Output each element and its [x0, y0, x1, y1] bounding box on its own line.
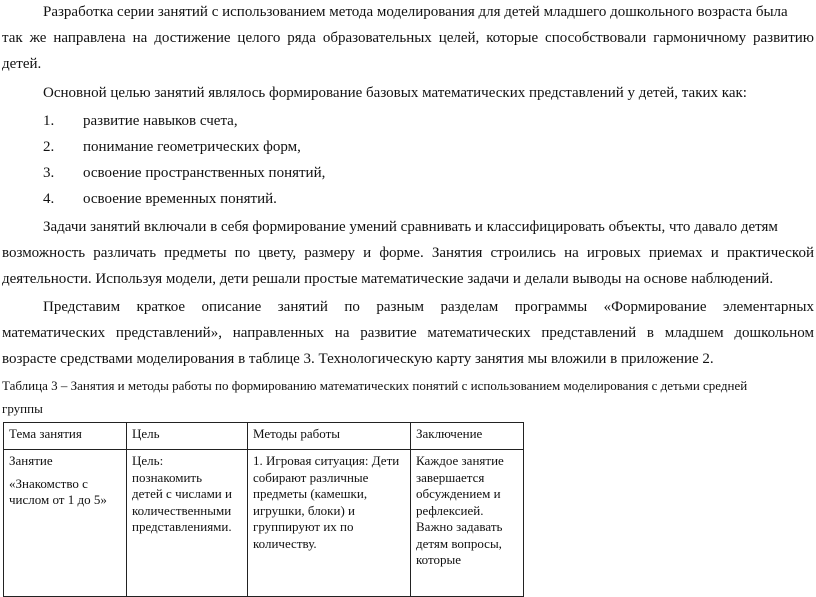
header-methods: Методы работы [248, 423, 411, 450]
cell-methods [248, 450, 411, 597]
cell-goal [127, 450, 248, 597]
cell-topic [4, 450, 127, 597]
paragraph-4-line-3: возрасте средствами моделирования в таблице 3. Технологическую карту занятия мы вложили в приложение 2. [2, 351, 714, 367]
cell-text: детям вопросы, [416, 535, 502, 551]
paragraph-3-line-2: возможность различать предметы по цвету, размеру и форме. Занятия строились на игровых приемах и практической [2, 245, 814, 261]
cell-text: числом от 1 до 5» [9, 492, 107, 507]
paragraph-3-line-3: деятельности. Используя модели, дети решали простые математические задачи и делали выводы на основе наблюдений. [2, 271, 774, 287]
cell-text: «Знакомство с [9, 475, 88, 491]
header-topic: Тема занятия [4, 423, 127, 450]
cell-text: познакомить [132, 469, 203, 485]
cell-text: количественными [132, 502, 232, 518]
cell-text: обсуждением и [416, 486, 501, 501]
list-item-number: 1. [43, 113, 55, 129]
table-caption-line-2: группы [2, 401, 43, 416]
cell-text: Каждое занятие [416, 453, 504, 468]
cell-text: детей с числами и [132, 486, 232, 501]
methods-table [3, 422, 524, 597]
table-row [4, 450, 524, 597]
cell-text: Важно задавать [416, 519, 503, 534]
table-header-row [4, 423, 524, 450]
cell-text: группируют их по [253, 519, 354, 534]
list-item: развитие навыков счета, [83, 113, 238, 129]
cell-text: рефлексией. [416, 502, 484, 518]
paragraph-3-line-1: Задачи занятий включали в себя формирование умений сравнивать и классифицировать объекты, что давало детям [43, 219, 778, 235]
list-item: освоение временных понятий. [83, 191, 277, 207]
list-item-number: 2. [43, 139, 55, 155]
cell-text: завершается [416, 469, 485, 485]
cell-text: собирают различные [253, 469, 369, 485]
table-caption-line-1: Таблица 3 – Занятия и методы работы по формированию математических понятий с использованием моделирования с детьми средней [2, 378, 748, 393]
cell-text: предметы (камешки, [253, 486, 368, 501]
list-item-number: 3. [43, 165, 55, 181]
paragraph-2: Основной целью занятий являлось формирование базовых математических представлений у детей, таких как: [43, 85, 747, 101]
cell-text: 1. Игровая ситуация: Дети [253, 453, 400, 468]
cell-text: игрушки, блоки) и [253, 502, 355, 518]
header-goal: Цель [127, 423, 248, 450]
paragraph-1-line-2: так же направлена на достижение целого ряда образовательных целей, которые способствовали гармоничному развитию [2, 30, 814, 46]
header-conclusion: Заключение [411, 423, 524, 450]
cell-text: Цель: [132, 453, 164, 468]
cell-text: которые [416, 552, 461, 567]
paragraph-4-line-2: математических представлений», направленных на развитие математических представлений в младшем дошкольном [2, 325, 814, 341]
cell-text: количеству. [253, 535, 317, 551]
list-item: понимание геометрических форм, [83, 139, 301, 155]
paragraph-1-line-1: Разработка серии занятий с использованием метода моделирования для детей младшего дошкольного возраста была [43, 4, 788, 20]
cell-conclusion [411, 450, 524, 597]
list-item: освоение пространственных понятий, [83, 165, 326, 181]
cell-text: представлениями. [132, 519, 232, 534]
list-item-number: 4. [43, 191, 55, 207]
cell-text: Занятие [9, 453, 53, 468]
paragraph-1-line-3: детей. [2, 56, 42, 72]
paragraph-4-line-1: Представим краткое описание занятий по разным разделам программы «Формирование элементарных [43, 299, 814, 315]
